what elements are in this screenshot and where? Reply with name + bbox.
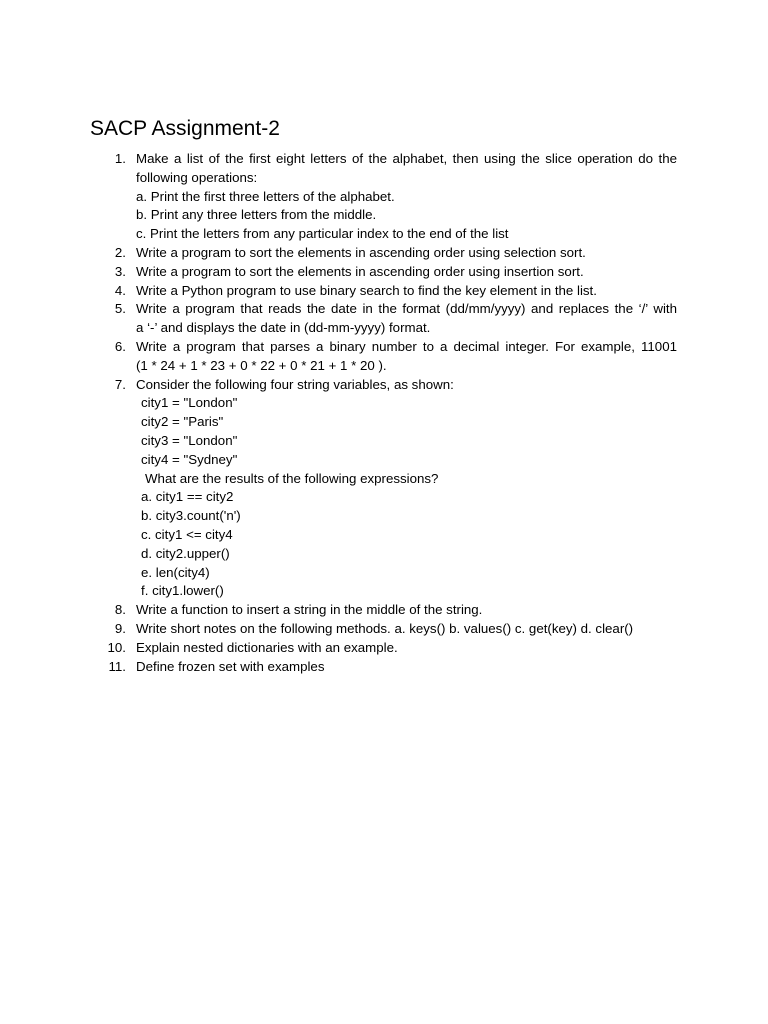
- code-line: [0, 413, 768, 432]
- list-item-6: [0, 338, 768, 357]
- expression-text: b. city3.count('n'): [141, 508, 241, 524]
- item-text: Write a function to insert a string in the middle of the string.: [136, 602, 483, 618]
- question-text: What are the results of the following expressions?: [145, 470, 439, 486]
- item-text: Write a program that parses a binary number to a decimal integer. For example, 11001: [136, 338, 677, 354]
- assignment-list: [0, 150, 768, 676]
- expression-text: a. city1 == city2: [141, 489, 234, 505]
- item-text: Consider the following four string variables, as shown:: [136, 376, 454, 392]
- sub-item-text: a. Print the first three letters of the alphabet.: [136, 188, 395, 204]
- item-text: (1 * 24 + 1 * 23 + 0 * 22 + 0 * 21 + 1 * 20 ).: [136, 357, 387, 373]
- expression-line: [0, 582, 768, 601]
- variable-text: city3 = "London": [141, 432, 238, 448]
- code-line: [0, 432, 768, 451]
- expression-text: e. len(city4): [141, 564, 210, 580]
- item-number: 1.: [114, 151, 126, 166]
- expression-line: [0, 507, 768, 526]
- item-number: 2.: [114, 244, 126, 260]
- expression-text: f. city1.lower(): [141, 583, 224, 599]
- item-number: 7.: [114, 376, 126, 392]
- list-item-11: [0, 658, 768, 677]
- item-text: Write a Python program to use binary search to find the key element in the list.: [136, 282, 597, 298]
- item-text: Write a program that reads the date in the format (dd/mm/yyyy) and replaces the ‘/’ with: [136, 301, 677, 317]
- item-number: 3.: [114, 263, 126, 279]
- list-item-3: [0, 263, 768, 282]
- expression-line: [0, 545, 768, 564]
- expression-line: [0, 564, 768, 583]
- list-item-1-cont: [0, 169, 768, 188]
- list-item-8: [0, 601, 768, 620]
- variable-text: city2 = "Paris": [141, 414, 224, 430]
- list-item-1: [0, 150, 768, 169]
- item-number: 9.: [114, 620, 126, 636]
- item-text: Define frozen set with examples: [136, 658, 325, 674]
- expression-line: [0, 526, 768, 545]
- code-line: [0, 451, 768, 470]
- item-text: Explain nested dictionaries with an example.: [136, 639, 398, 655]
- list-item-7: [0, 376, 768, 395]
- item-text: following operations:: [136, 169, 258, 185]
- item-number: 4.: [114, 282, 126, 298]
- list-item-2: [0, 244, 768, 263]
- list-item-5-cont: [0, 319, 768, 338]
- code-line: [0, 394, 768, 413]
- list-item-9: [0, 620, 768, 639]
- item-text: Make a list of the first eight letters of the alphabet, then using the slice operation do the: [136, 151, 677, 166]
- list-item-4: [0, 282, 768, 301]
- item-number: 5.: [114, 301, 126, 317]
- item-text: Write a program to sort the elements in ascending order using selection sort.: [136, 244, 586, 260]
- list-item-10: [0, 639, 768, 658]
- sub-item-text: b. Print any three letters from the middle.: [136, 207, 377, 223]
- list-item-1-sub-c: [0, 225, 768, 244]
- expression-text: c. city1 <= city4: [141, 526, 233, 542]
- item-number: 6.: [114, 338, 126, 354]
- list-item-5: [0, 300, 768, 319]
- list-item-1-sub-b: [0, 206, 768, 225]
- item-number: 8.: [114, 602, 126, 618]
- item-text: Write a program to sort the elements in ascending order using insertion sort.: [136, 263, 584, 279]
- sub-item-text: c. Print the letters from any particular index to the end of the list: [136, 226, 509, 242]
- question-line: [0, 470, 768, 489]
- item-text: Write short notes on the following methods. a. keys() b. values() c. get(key) d. clear(): [136, 620, 634, 636]
- expression-line: [0, 488, 768, 507]
- item-text: a ‘-’ and displays the date in (dd-mm-yyyy) format.: [136, 320, 431, 336]
- item-number: 11.: [108, 658, 126, 674]
- list-item-6-cont: [0, 357, 768, 376]
- variable-text: city4 = "Sydney": [141, 451, 238, 467]
- item-number: 10.: [107, 639, 126, 655]
- list-item-1-sub-a: [0, 188, 768, 207]
- variable-text: city1 = "London": [141, 395, 238, 411]
- expression-text: d. city2.upper(): [141, 545, 230, 561]
- page-title: SACP Assignment-2: [90, 117, 280, 140]
